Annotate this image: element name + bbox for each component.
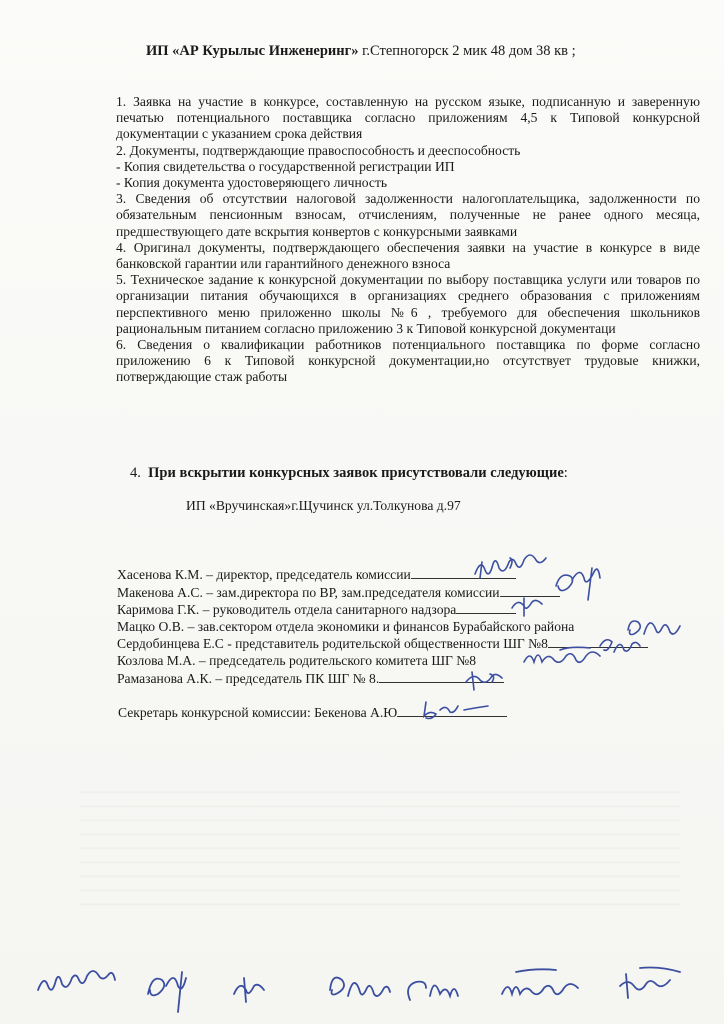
bleed-through-shadow [80, 780, 680, 910]
section-heading [130, 464, 600, 482]
supplier-name: ИП «АР Курылыс Инженеринг» [146, 43, 359, 59]
section-number: 4. [130, 465, 141, 481]
member-text: Каримова Г.К. – руководитель отдела санитарного надзора [117, 602, 457, 618]
section-title: При вскрытии конкурсных заявок присутствовали следующие [148, 465, 564, 481]
member-row [117, 601, 697, 619]
commission-members [117, 566, 697, 687]
member-row [117, 670, 697, 688]
document-item-5: 5. Техническое задание к конкурсной документации по выбору поставщика услуги или товаров по организации питания обучающихся в организациях среднего образования с приложениям перспективного меню приложенно школы №6 , требуемого для обеспечения школьников рациональным питанием согласно приложению 3 к Типовой конкурсной документаци [116, 272, 700, 336]
member-text: Хасенова К.М. – директор, председатель комиссии [117, 567, 411, 582]
signature-bekenova [420, 696, 500, 722]
member-text: Макенова А.С. – зам.директора по ВР, зам.председателя комиссии [117, 584, 500, 600]
document-item-1: 1. Заявка на участие в конкурсе, составленную на русском языке, подписанную и заверенную печатью потенциального поставщика согласно приложениям 4,5 к Типовой конкурсной документации с указанием срока действия [116, 94, 700, 142]
signature-ramazanova [462, 668, 512, 692]
signature-kozlova [520, 642, 610, 676]
document-item-2b: - Копия документа удостоверяющего личность [116, 175, 388, 191]
signature-karimova [508, 594, 548, 618]
signature-hasenova [470, 552, 560, 586]
member-text: Рамазанова А.К. – председатель ПК ШГ № 8. [117, 670, 380, 686]
supplier-address: г.Степногорск 2 мик 48 дом 38 кв ; [358, 43, 576, 59]
secretary-text: Секретарь конкурсной комиссии: Бекенова А.Ю [118, 705, 398, 720]
documents-list [116, 94, 700, 386]
supplier-header [146, 42, 616, 60]
bottom-signatures [30, 960, 710, 1020]
member-text: Мацко О.В. – зав.сектором отдела экономики и финансов Бурабайского района [117, 618, 575, 634]
present-party: ИП «Вручинская»г.Щучинск ул.Толкунова д.97 [186, 498, 461, 513]
member-text: Козлова М.А. – председатель родительского комитета ШГ №8 [117, 652, 477, 668]
document-item-3: 3. Сведения об отсутствии налоговой задолженности налогоплательщика, задолженности по обязательным пенсионным взносам, отчислениям, полученные не ранее одного месяца, предшествующего дате вскрытия конвертов с конкурсными заявками [116, 191, 700, 239]
signature-makenova [548, 562, 608, 602]
document-item-2a: - Копия свидетельства о государственной регистрации ИП [116, 158, 455, 174]
document-item-2: 2. Документы, подтверждающие правоспособность и дееспособность [116, 142, 521, 158]
member-row [117, 566, 697, 584]
document-item-6: 6. Сведения о квалификации работников потенциального поставщика по форме согласно приложению 6 к Типовой конкурсной документации,но отсутствует трудовые книжки, потверждающие стаж работы [116, 337, 700, 385]
member-text: Сердобинцева Е.С - представитель родительской общественности ШГ №8 [117, 636, 548, 652]
member-row [117, 584, 697, 602]
section-colon: : [563, 465, 568, 481]
document-item-4: 4. Оригинал документы, подтверждающего обеспечения заявки на участие в конкурсе в виде банковской гарантии или гарантийного денежного взноса [116, 239, 700, 272]
